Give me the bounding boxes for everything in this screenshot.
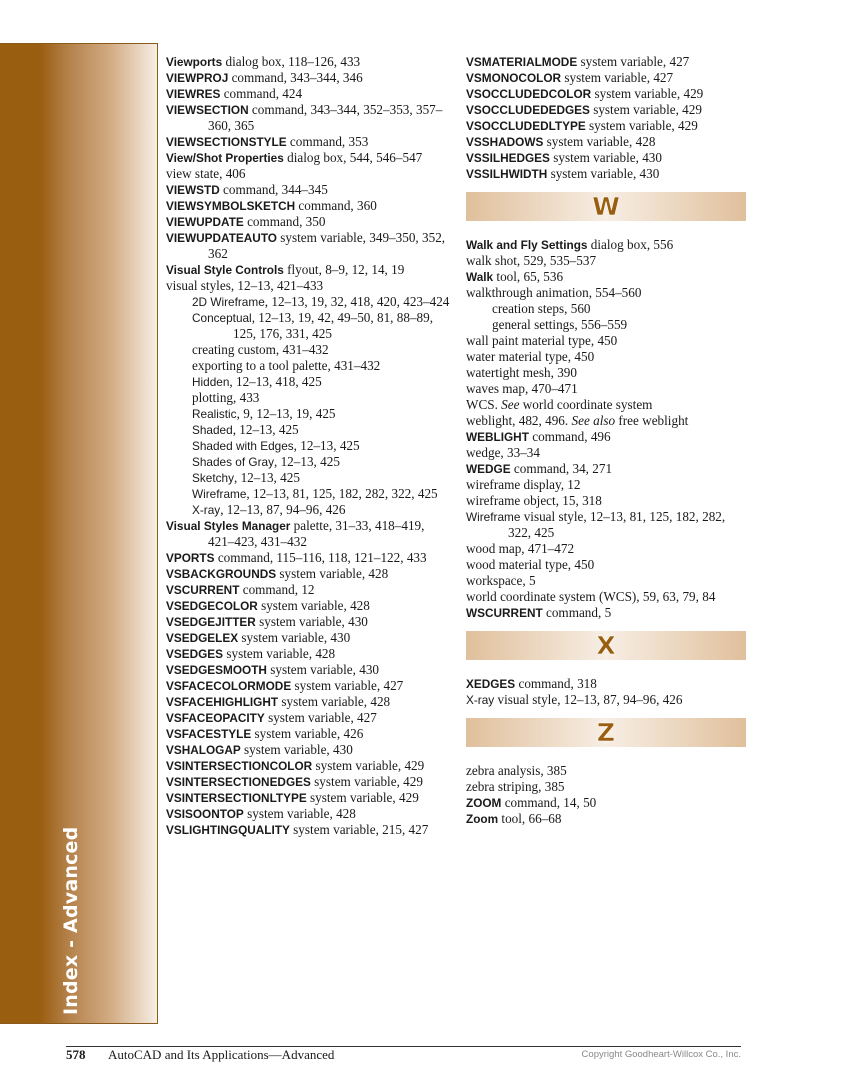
entry-locators: , 12–13, 425: [273, 454, 340, 469]
index-subentry: [192, 438, 451, 454]
index-entry: [466, 429, 746, 445]
entry-locators: zebra striping, 385: [466, 779, 565, 794]
entry-term: 2D Wireframe: [192, 295, 265, 309]
index-subentry: [192, 342, 451, 358]
see-reference: See also: [571, 413, 616, 428]
index-entry: [166, 726, 451, 742]
index-entry: [466, 237, 746, 253]
index-entry: [466, 102, 746, 118]
entry-locators: world coordinate system (WCS), 59, 63, 79, 84: [466, 589, 716, 604]
index-entry: [466, 134, 746, 150]
entry-locators: system variable, 429: [591, 86, 704, 101]
entry-locators: waves map, 470–471: [466, 381, 578, 396]
section-header-x: X: [466, 631, 746, 660]
entry-term: VSFACEHIGHLIGHT: [166, 695, 279, 709]
index-entry: [466, 509, 746, 541]
entry-term: VSHALOGAP: [166, 743, 241, 757]
entry-term: WEBLIGHT: [466, 430, 529, 444]
entry-locators: system variable, 430: [238, 630, 351, 645]
index-entry: [466, 605, 746, 621]
index-entry: [466, 166, 746, 182]
entry-locators: system variable, 428: [243, 806, 356, 821]
index-entry: [466, 54, 746, 70]
index-entry: [466, 795, 746, 811]
index-entry: [166, 278, 451, 294]
index-entry: [166, 150, 451, 166]
entry-locators: WCS.: [466, 397, 502, 412]
index-entry: [166, 102, 451, 134]
entry-locators: watertight mesh, 390: [466, 365, 577, 380]
entry-term: VSMATERIALMODE: [466, 55, 578, 69]
entry-locators: command, 115–116, 118, 121–122, 433: [214, 550, 427, 565]
book-title: AutoCAD and Its Applications—Advanced: [108, 1047, 335, 1062]
index-subentry: [192, 374, 451, 390]
index-entry: [466, 477, 746, 493]
entry-locators: , 12–13, 425: [232, 422, 299, 437]
entry-locators: command, 318: [515, 676, 597, 691]
entry-locators: walk shot, 529, 535–537: [466, 253, 597, 268]
entry-term: WSCURRENT: [466, 606, 543, 620]
entry-locators: system variable, 429: [306, 790, 419, 805]
index-entry: [466, 349, 746, 365]
index-entry: [466, 333, 746, 349]
index-entry: [466, 70, 746, 86]
entry-term: VSINTERSECTIONEDGES: [166, 775, 311, 789]
entry-locators: plotting, 433: [192, 390, 260, 405]
entry-locators: , 12–13, 425: [233, 470, 300, 485]
entry-locators: palette, 31–33, 418–419, 421–423, 431–432: [208, 518, 425, 549]
entry-term: WEDGE: [466, 462, 511, 476]
entry-term: Shaded with Edges: [192, 439, 294, 453]
entry-locators: system variable, 349–350, 352, 362: [208, 230, 446, 261]
entry-locators: wood map, 471–472: [466, 541, 575, 556]
index-entry: [466, 676, 746, 692]
entry-locators: wall paint material type, 450: [466, 333, 618, 348]
entry-term: VSSILHWIDTH: [466, 167, 548, 181]
section-header-w: W: [466, 192, 746, 221]
index-entry: [166, 518, 451, 550]
entry-term: VSFACECOLORMODE: [166, 679, 292, 693]
entry-term: Shades of Gray: [192, 455, 274, 469]
index-entry: [466, 381, 746, 397]
see-reference: See: [501, 397, 520, 412]
entry-term: VSOCCLUDEDLTYPE: [466, 119, 586, 133]
index-entry: [466, 557, 746, 573]
entry-term: Wireframe: [466, 510, 521, 524]
index-entry: [466, 413, 746, 429]
entry-term: VSSHADOWS: [466, 135, 544, 149]
entry-locators: , 12–13, 425: [293, 438, 360, 453]
entry-term: VSSILHEDGES: [466, 151, 550, 165]
entry-locators: , 12–13, 19, 32, 418, 420, 423–424: [264, 294, 450, 309]
entry-locators: visual style, 12–13, 87, 94–96, 426: [494, 692, 683, 707]
entry-locators: system variable, 427: [577, 54, 690, 69]
entry-locators: walkthrough animation, 554–560: [466, 285, 642, 300]
entry-term: VSOCCLUDEDCOLOR: [466, 87, 592, 101]
entry-term: Zoom: [466, 812, 499, 826]
entry-locators: wireframe object, 15, 318: [466, 493, 602, 508]
index-subentry: [492, 317, 746, 333]
index-entry: [466, 779, 746, 795]
index-entry: [166, 198, 451, 214]
entry-term: VSEDGEJITTER: [166, 615, 256, 629]
index-subentry: [192, 294, 451, 310]
index-subentry: [192, 358, 451, 374]
index-entry: [466, 493, 746, 509]
index-column-right: [466, 54, 746, 827]
entry-term: VIEWRES: [166, 87, 221, 101]
entry-locators: view state, 406: [166, 166, 246, 181]
page-number: 578: [66, 1047, 86, 1062]
entry-term: VSBACKGROUNDS: [166, 567, 277, 581]
entry-locators: command, 343–344, 346: [228, 70, 363, 85]
entry-term: X-ray: [192, 503, 221, 517]
entry-locators: command, 5: [542, 605, 612, 620]
entry-locators: system variable, 428: [276, 566, 389, 581]
entry-term: Shaded: [192, 423, 233, 437]
index-entry: [466, 365, 746, 381]
entry-term: VSEDGESMOOTH: [166, 663, 267, 677]
entry-locators: system variable, 428: [543, 134, 656, 149]
index-entry: [166, 646, 451, 662]
entry-term: Sketchy: [192, 471, 234, 485]
index-entry: [166, 694, 451, 710]
index-entry: [466, 573, 746, 589]
index-entry: [166, 630, 451, 646]
entry-term: VSISOONTOP: [166, 807, 244, 821]
entry-term: Walk and Fly Settings: [466, 238, 588, 252]
entry-locators: command, 350: [243, 214, 326, 229]
entry-locators: tool, 66–68: [498, 811, 562, 826]
entry-term: Visual Style Controls: [166, 263, 284, 277]
index-entry: [466, 269, 746, 285]
index-subentry: [192, 454, 451, 470]
index-entry: [166, 134, 451, 150]
index-entry: [166, 230, 451, 262]
entry-term: VIEWUPDATE: [166, 215, 244, 229]
entry-locators: wood material type, 450: [466, 557, 595, 572]
index-entry: [166, 166, 451, 182]
entry-locators: command, 14, 50: [501, 795, 597, 810]
index-entry: [466, 811, 746, 827]
index-entry: [466, 86, 746, 102]
index-entry: [466, 461, 746, 477]
index-entry: [466, 589, 746, 605]
entry-locators: system variable, 427: [291, 678, 404, 693]
index-entry: [466, 692, 746, 708]
entry-locators: command, 360: [295, 198, 377, 213]
entry-term: VSEDGELEX: [166, 631, 239, 645]
index-subentry: [192, 486, 451, 502]
index-entry: [166, 550, 451, 566]
index-subentry: [492, 301, 746, 317]
index-entry: [166, 182, 451, 198]
index-entry: [166, 214, 451, 230]
entry-locators: system variable, 430: [266, 662, 380, 677]
index-entry: [466, 253, 746, 269]
index-entry: [166, 774, 451, 790]
entry-term: VSFACESTYLE: [166, 727, 252, 741]
index-entry: [166, 662, 451, 678]
entry-locators: , 9, 12–13, 19, 425: [236, 406, 336, 421]
entry-term: VSMONOCOLOR: [466, 71, 562, 85]
entry-locators: visual style, 12–13, 81, 125, 182, 282, 322, 425: [508, 509, 726, 540]
entry-term: VIEWPROJ: [166, 71, 229, 85]
entry-term: Hidden: [192, 375, 230, 389]
entry-term: Realistic: [192, 407, 237, 421]
entry-term: ZOOM: [466, 796, 502, 810]
index-entry: [466, 763, 746, 779]
index-column-left: [166, 54, 451, 838]
entry-locators: dialog box, 118–126, 433: [222, 54, 361, 69]
index-entry: [166, 54, 451, 70]
entry-term: Viewports: [166, 55, 223, 69]
entry-locators: command, 353: [286, 134, 369, 149]
entry-term: Visual Styles Manager: [166, 519, 291, 533]
entry-locators: creation steps, 560: [492, 301, 591, 316]
index-entry: [166, 790, 451, 806]
entry-locators: system variable, 429: [312, 758, 425, 773]
index-entry: [466, 397, 746, 413]
entry-term: VSINTERSECTIONCOLOR: [166, 759, 313, 773]
entry-locators: workspace, 5: [466, 573, 536, 588]
entry-locators: system variable, 430: [240, 742, 353, 757]
entry-term: VSCURRENT: [166, 583, 240, 597]
side-tab-label: Index - Advanced: [60, 826, 82, 1015]
entry-locators: tool, 65, 536: [493, 269, 564, 284]
entry-term: VSFACEOPACITY: [166, 711, 265, 725]
entry-locators: command, 496: [528, 429, 611, 444]
entry-locators: command, 12: [239, 582, 315, 597]
index-entry: [466, 150, 746, 166]
index-entry: [166, 566, 451, 582]
entry-locators: command, 343–344, 352–353, 357–360, 365: [208, 102, 443, 133]
entry-term: Conceptual: [192, 311, 252, 325]
entry-term: VPORTS: [166, 551, 215, 565]
index-entry: [166, 742, 451, 758]
index-entry: [166, 598, 451, 614]
entry-locators: exporting to a tool palette, 431–432: [192, 358, 381, 373]
index-subentry: [192, 406, 451, 422]
index-entry: [166, 582, 451, 598]
entry-locators: weblight, 482, 496.: [466, 413, 572, 428]
index-entry: [466, 541, 746, 557]
entry-locators: system variable, 430: [255, 614, 368, 629]
entry-term: Walk: [466, 270, 494, 284]
entry-term: VSEDGES: [166, 647, 224, 661]
entry-locators: , 12–13, 87, 94–96, 426: [220, 502, 346, 517]
entry-locators: system variable, 430: [549, 150, 662, 165]
entry-locators: wireframe display, 12: [466, 477, 581, 492]
entry-locators: general settings, 556–559: [492, 317, 628, 332]
entry-term: VIEWSYMBOLSKETCH: [166, 199, 296, 213]
entry-term: VSEDGECOLOR: [166, 599, 258, 613]
entry-locators: system variable, 428: [223, 646, 336, 661]
index-entry: [466, 445, 746, 461]
entry-locators: zebra analysis, 385: [466, 763, 567, 778]
entry-locators: , 12–13, 19, 42, 49–50, 81, 88–89, 125, 176, 331, 425: [233, 310, 434, 341]
entry-locators: system variable, 215, 427: [289, 822, 429, 837]
entry-locators: visual styles, 12–13, 421–433: [166, 278, 324, 293]
entry-locators: system variable, 427: [264, 710, 377, 725]
entry-locators: system variable, 430: [547, 166, 660, 181]
index-entry: [166, 86, 451, 102]
index-entry: [166, 806, 451, 822]
index-entry: [166, 678, 451, 694]
section-header-z: Z: [466, 718, 746, 747]
entry-term: VSOCCLUDEDEDGES: [466, 103, 590, 117]
entry-term: VIEWSTD: [166, 183, 220, 197]
index-entry: [166, 710, 451, 726]
entry-locators: command, 34, 271: [510, 461, 613, 476]
entry-locators: flyout, 8–9, 12, 14, 19: [283, 262, 405, 277]
entry-locators: , 12–13, 418, 425: [229, 374, 322, 389]
entry-locators: system variable, 428: [278, 694, 391, 709]
entry-term: X-ray: [466, 693, 495, 707]
entry-locators: wedge, 33–34: [466, 445, 540, 460]
entry-locators: system variable, 429: [585, 118, 698, 133]
index-entry: [466, 285, 746, 301]
entry-locators: command, 344–345: [219, 182, 328, 197]
index-entry: [466, 118, 746, 134]
entry-locators: dialog box, 544, 546–547: [283, 150, 423, 165]
entry-term: View/Shot Properties: [166, 151, 284, 165]
index-entry: [166, 70, 451, 86]
entry-locators: dialog box, 556: [587, 237, 674, 252]
entry-locators: water material type, 450: [466, 349, 595, 364]
index-subentry: [192, 390, 451, 406]
index-subentry: [192, 470, 451, 486]
entry-reference: world coordinate system: [519, 397, 653, 412]
index-entry: [166, 822, 451, 838]
entry-term: VSINTERSECTIONLTYPE: [166, 791, 307, 805]
entry-term: VIEWSECTION: [166, 103, 249, 117]
entry-locators: system variable, 427: [561, 70, 674, 85]
index-entry: [166, 758, 451, 774]
copyright: Copyright Goodheart-Willcox Co., Inc.: [581, 1049, 741, 1060]
entry-locators: , 12–13, 81, 125, 182, 282, 322, 425: [246, 486, 438, 501]
entry-locators: system variable, 428: [257, 598, 370, 613]
entry-locators: system variable, 426: [251, 726, 364, 741]
entry-term: VSLIGHTINGQUALITY: [166, 823, 290, 837]
entry-locators: system variable, 429: [310, 774, 423, 789]
entry-locators: system variable, 429: [589, 102, 702, 117]
entry-locators: creating custom, 431–432: [192, 342, 329, 357]
entry-locators: command, 424: [220, 86, 303, 101]
index-entry: [166, 262, 451, 278]
entry-term: VIEWUPDATEAUTO: [166, 231, 277, 245]
entry-reference: free weblight: [615, 413, 689, 428]
index-subentry: [192, 422, 451, 438]
index-entry: [166, 614, 451, 630]
entry-term: XEDGES: [466, 677, 516, 691]
index-subentry: [192, 502, 451, 518]
index-subentry: [192, 310, 451, 342]
entry-term: Wireframe: [192, 487, 247, 501]
entry-term: VIEWSECTIONSTYLE: [166, 135, 287, 149]
